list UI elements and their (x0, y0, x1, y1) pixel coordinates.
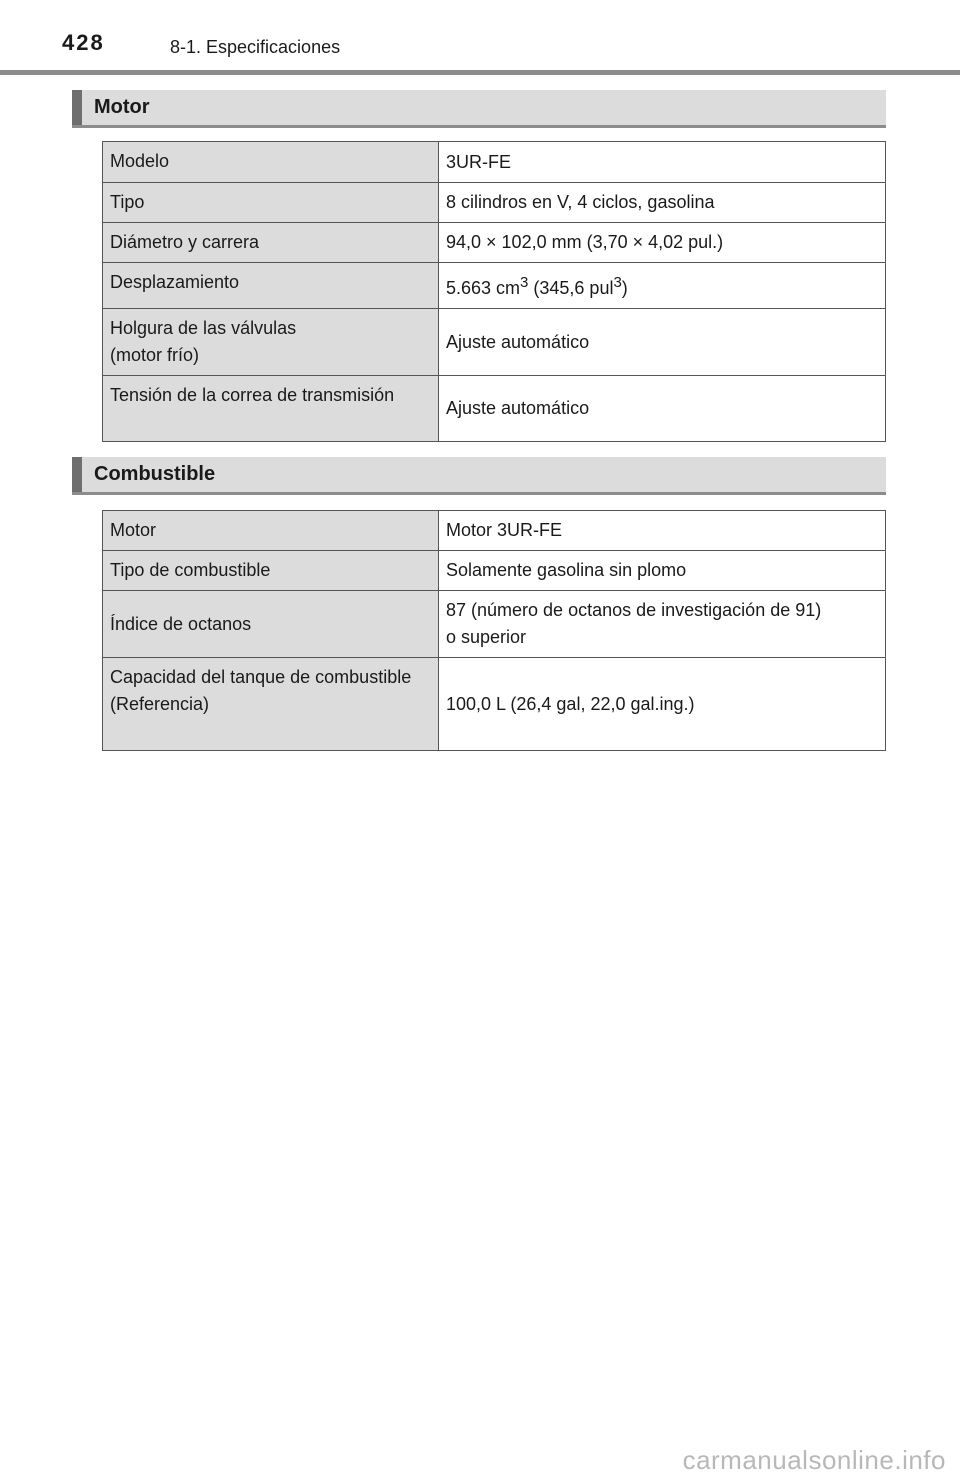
spec-value: 8 cilindros en V, 4 ciclos, gasolina (439, 183, 886, 223)
spec-value: Ajuste automático (439, 376, 886, 442)
spec-label: Diámetro y carrera (103, 223, 439, 263)
table-row (103, 183, 886, 223)
table-row (103, 511, 886, 551)
spec-table-motor (102, 141, 886, 442)
table-row (103, 263, 886, 309)
spec-value: 3UR-FE (439, 142, 886, 183)
spec-label: Tensión de la correa de transmisión (103, 376, 439, 442)
section-heading-motor (72, 90, 886, 128)
spec-label: Tipo de combustible (103, 551, 439, 591)
spec-value: Motor 3UR-FE (439, 511, 886, 551)
spec-value: 94,0 × 102,0 mm (3,70 × 4,02 pul.) (439, 223, 886, 263)
spec-label: Tipo (103, 183, 439, 223)
table-row (103, 376, 886, 442)
spec-table-combustible (102, 510, 886, 751)
table-row (103, 658, 886, 751)
table-row (103, 591, 886, 658)
spec-label: Capacidad del tanque de combustible (Referencia) (103, 658, 439, 751)
spec-label: Índice de octanos (103, 591, 439, 658)
spec-label: Modelo (103, 142, 439, 183)
watermark: carmanualsonline.info (682, 1445, 946, 1475)
page-header (0, 0, 960, 76)
page-number: 428 (62, 30, 105, 55)
spec-label: Desplazamiento (103, 263, 439, 309)
spec-value: Ajuste automático (439, 309, 886, 376)
header-divider (0, 70, 960, 75)
spec-value: 5.663 $cm^3$ (345,6 pul$^3$) (439, 263, 886, 309)
spec-label: Motor (103, 511, 439, 551)
section-title: Motor (94, 96, 150, 118)
section-path: 8-1. Especificaciones (170, 37, 341, 57)
section-heading-combustible (72, 457, 886, 495)
spec-value: Solamente gasolina sin plomo (439, 551, 886, 591)
spec-value: 87 (número de octanos de investigación de 91) o superior (439, 591, 886, 658)
table-row (103, 551, 886, 591)
table-row (103, 223, 886, 263)
section-heading-accent-bar (72, 457, 82, 492)
table-row (103, 309, 886, 376)
spec-label: Holgura de las válvulas (motor frío) (103, 309, 439, 376)
table-row (103, 142, 886, 183)
section-heading-accent-bar (72, 90, 82, 125)
spec-value: 100,0 L (26,4 gal, 22,0 gal.ing.) (439, 658, 886, 751)
section-title: Combustible (94, 463, 216, 485)
